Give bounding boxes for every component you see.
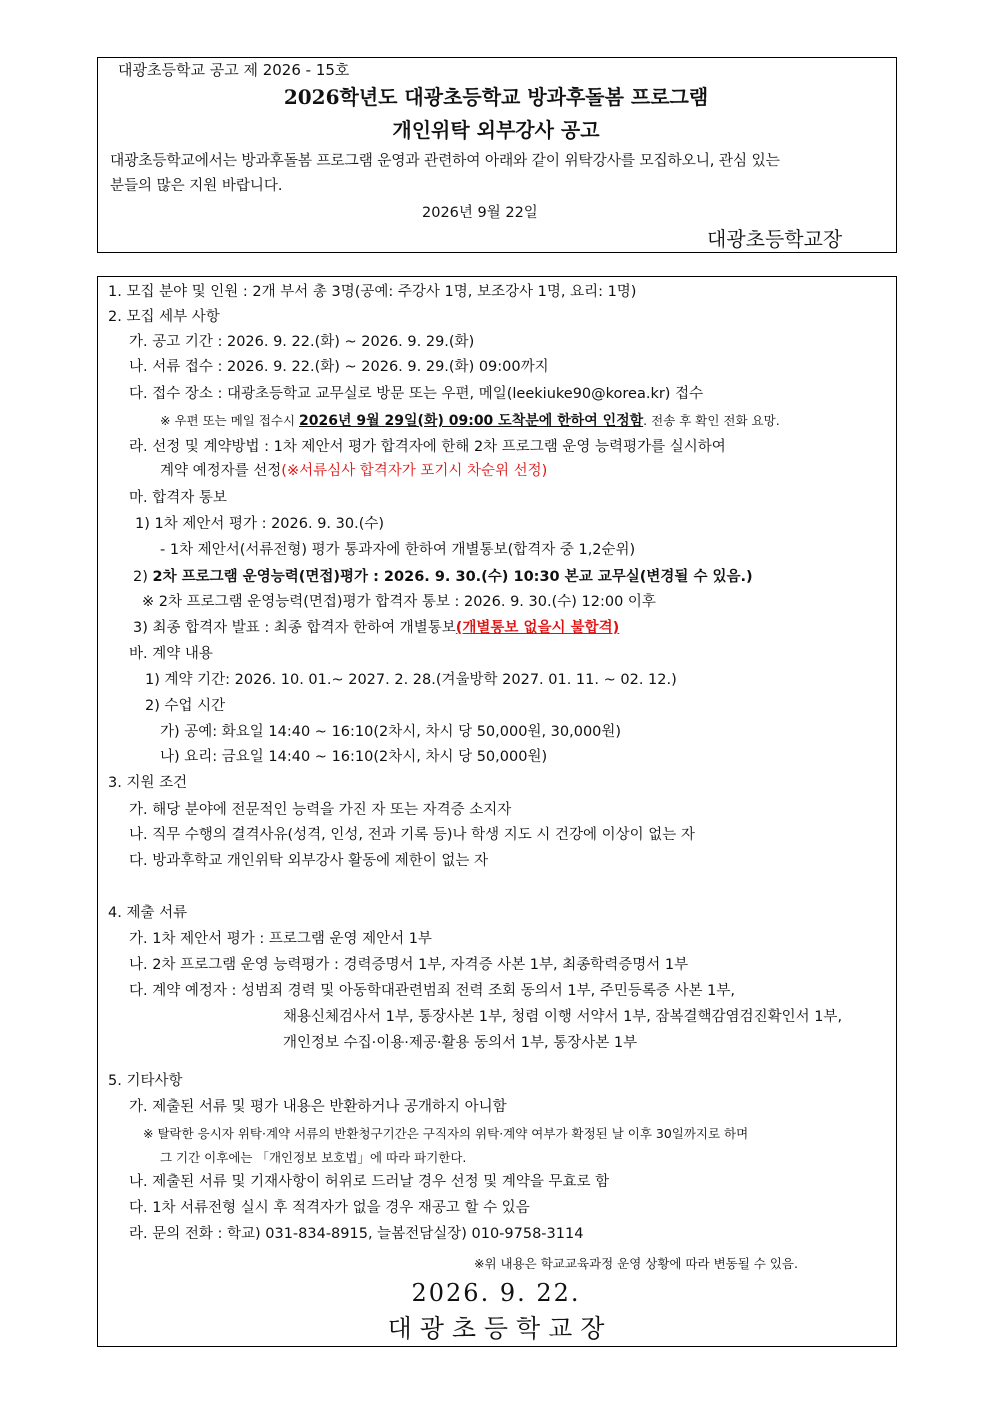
- section-3b: 나. 직무 수행의 결격사유(성격, 인성, 전과 기록 등)나 학생 지도 시 건강에 이상이 없는 자: [129, 827, 695, 843]
- section-3-heading: 3. 지원 조건: [108, 775, 188, 791]
- section-3a: 가. 해당 분야에 전문적인 능력을 가진 자 또는 자격증 소지자: [129, 802, 512, 818]
- section-2e-1: 1) 1차 제안서 평가 : 2026. 9. 30.(수): [135, 516, 385, 532]
- section-3c: 다. 방과후학교 개인위탁 외부강사 활동에 제한이 없는 자: [129, 853, 489, 869]
- section-2e-2-note: ※ 2차 프로그램 운영능력(면접)평가 합격자 통보 : 2026. 9. 30.(수) 12:00 이후: [142, 594, 656, 610]
- item-number: 2): [133, 569, 153, 585]
- header-date: 2026년 9월 22일: [422, 205, 538, 221]
- intro-line-2: 분들의 많은 지원 바랍니다.: [110, 178, 283, 194]
- select-text: 계약 예정자를 선정: [160, 463, 282, 479]
- note-prefix: ※ 우편 또는 메일 접수시: [160, 413, 300, 428]
- section-2f-1: 1) 계약 기간: 2026. 10. 01.~ 2027. 2. 28.(겨울방학 2027. 01. 11. ~ 02. 12.): [145, 672, 677, 688]
- final-announcement: 3) 최종 합격자 발표 : 최종 합격자 한하여 개별통보: [133, 620, 456, 636]
- note-deadline: 2026년 9월 29일(화) 09:00 도착분에 한하여 인정함: [299, 413, 644, 429]
- section-2d-line-1: 라. 선정 및 계약방법 : 1차 제안서 평가 합격자에 한해 2차 프로그램 운영 능력평가를 실시하여: [129, 439, 726, 455]
- note-suffix: . 전송 후 확인 전화 요망.: [643, 413, 780, 428]
- notice-number: 대광초등학교 공고 제 2026 - 15호: [118, 61, 350, 79]
- section-5a-note-1: ※ 탈락한 응시자 위탁·계약 서류의 반환청구기간은 구직자의 위탁·계약 여부가 확정된 날 이후 30일까지로 하며: [143, 1126, 749, 1141]
- section-1: 1. 모집 분야 및 인원 : 2개 부서 총 3명(공예: 주강사 1명, 보조강사 1명, 요리: 1명): [108, 284, 637, 300]
- section-5a-note-2: 그 기간 이후에는 「개인정보 보호법」에 따라 파기한다.: [160, 1150, 467, 1165]
- section-4b: 나. 2차 프로그램 운영 능력평가 : 경력증명서 1부, 자격증 사본 1부, 최종학력증명서 1부: [129, 957, 689, 973]
- interview-schedule: 2차 프로그램 운영능력(면접)평가 : 2026. 9. 30.(수) 10:30 본교 교무실(변경될 수 있음.): [152, 569, 753, 585]
- section-2e-1a: - 1차 제안서(서류전형) 평가 통과자에 한하여 개별통보(합격자 중 1,2순위): [160, 542, 636, 558]
- section-2f-2a: 가) 공예: 화요일 14:40 ~ 16:10(2차시, 차시 당 50,000원, 30,000원): [160, 724, 622, 740]
- section-4c-line-2: 채용신체검사서 1부, 통장사본 1부, 청렴 이행 서약서 1부, 잠복결핵감염검진확인서 1부,: [283, 1009, 843, 1025]
- footer-signer: 대 광 초 등 학 교 장: [387, 1314, 605, 1343]
- footnote: ※위 내용은 학교교육과정 운영 상황에 따라 변동될 수 있음.: [474, 1256, 798, 1271]
- section-2f-2: 2) 수업 시간: [145, 698, 226, 714]
- section-4-heading: 4. 제출 서류: [108, 905, 188, 921]
- section-5b: 나. 제출된 서류 및 기재사항이 허위로 드러날 경우 선정 및 계약을 무효로 함: [129, 1174, 610, 1190]
- section-4a: 가. 1차 제안서 평가 : 프로그램 운영 제안서 1부: [129, 931, 432, 947]
- section-5-heading: 5. 기타사항: [108, 1073, 183, 1089]
- section-2-heading: 2. 모집 세부 사항: [108, 309, 220, 325]
- select-red-note: (※서류심사 합격자가 포기시 차순위 선정): [281, 463, 548, 479]
- intro-line-1: 대광초등학교에서는 방과후돌봄 프로그램 운영과 관련하여 아래와 같이 위탁강사를 모집하오니, 관심 있는: [110, 152, 780, 169]
- title-line-1: 2026학년도 대광초등학교 방과후돌봄 프로그램: [283, 85, 709, 109]
- section-4c-line-1: 다. 계약 예정자 : 성범죄 경력 및 아동학대관련범죄 전력 조회 동의서 1부, 주민등록증 사본 1부,: [129, 983, 735, 999]
- section-2a: 가. 공고 기간 : 2026. 9. 22.(화) ~ 2026. 9. 29.(화): [129, 334, 475, 350]
- header-signer: 대광초등학교장: [707, 227, 843, 251]
- section-2c-note: [160, 411, 780, 431]
- final-red-note: (개별통보 없을시 불합격): [455, 620, 620, 636]
- section-5d: 라. 문의 전화 : 학교) 031-834-8915, 늘봄전담실장) 010-9758-3114: [129, 1226, 584, 1242]
- title-line-2: 개인위탁 외부강사 공고: [392, 118, 600, 142]
- section-2f-heading: 바. 계약 내용: [129, 646, 213, 662]
- section-5a: 가. 제출된 서류 및 평가 내용은 반환하거나 공개하지 아니함: [129, 1099, 507, 1115]
- section-2e-2: [133, 567, 753, 587]
- section-2c: 다. 접수 장소 : 대광초등학교 교무실로 방문 또는 우편, 메일(leekiuke90@korea.kr) 접수: [129, 386, 704, 402]
- section-2f-2b: 나) 요리: 금요일 14:40 ~ 16:10(2차시, 차시 당 50,000원): [160, 749, 548, 765]
- section-2d-line-2: [160, 461, 547, 481]
- section-2e-3: [133, 618, 619, 638]
- section-2e-heading: 마. 합격자 통보: [129, 490, 227, 506]
- section-2b: 나. 서류 접수 : 2026. 9. 22.(화) ~ 2026. 9. 29.(화) 09:00까지: [129, 359, 549, 375]
- section-5c: 다. 1차 서류전형 실시 후 적격자가 없을 경우 재공고 할 수 있음: [129, 1200, 530, 1216]
- footer-date: 2026. 9. 22.: [411, 1279, 581, 1307]
- section-4c-line-3: 개인정보 수집·이용·제공·활용 동의서 1부, 통장사본 1부: [283, 1035, 638, 1051]
